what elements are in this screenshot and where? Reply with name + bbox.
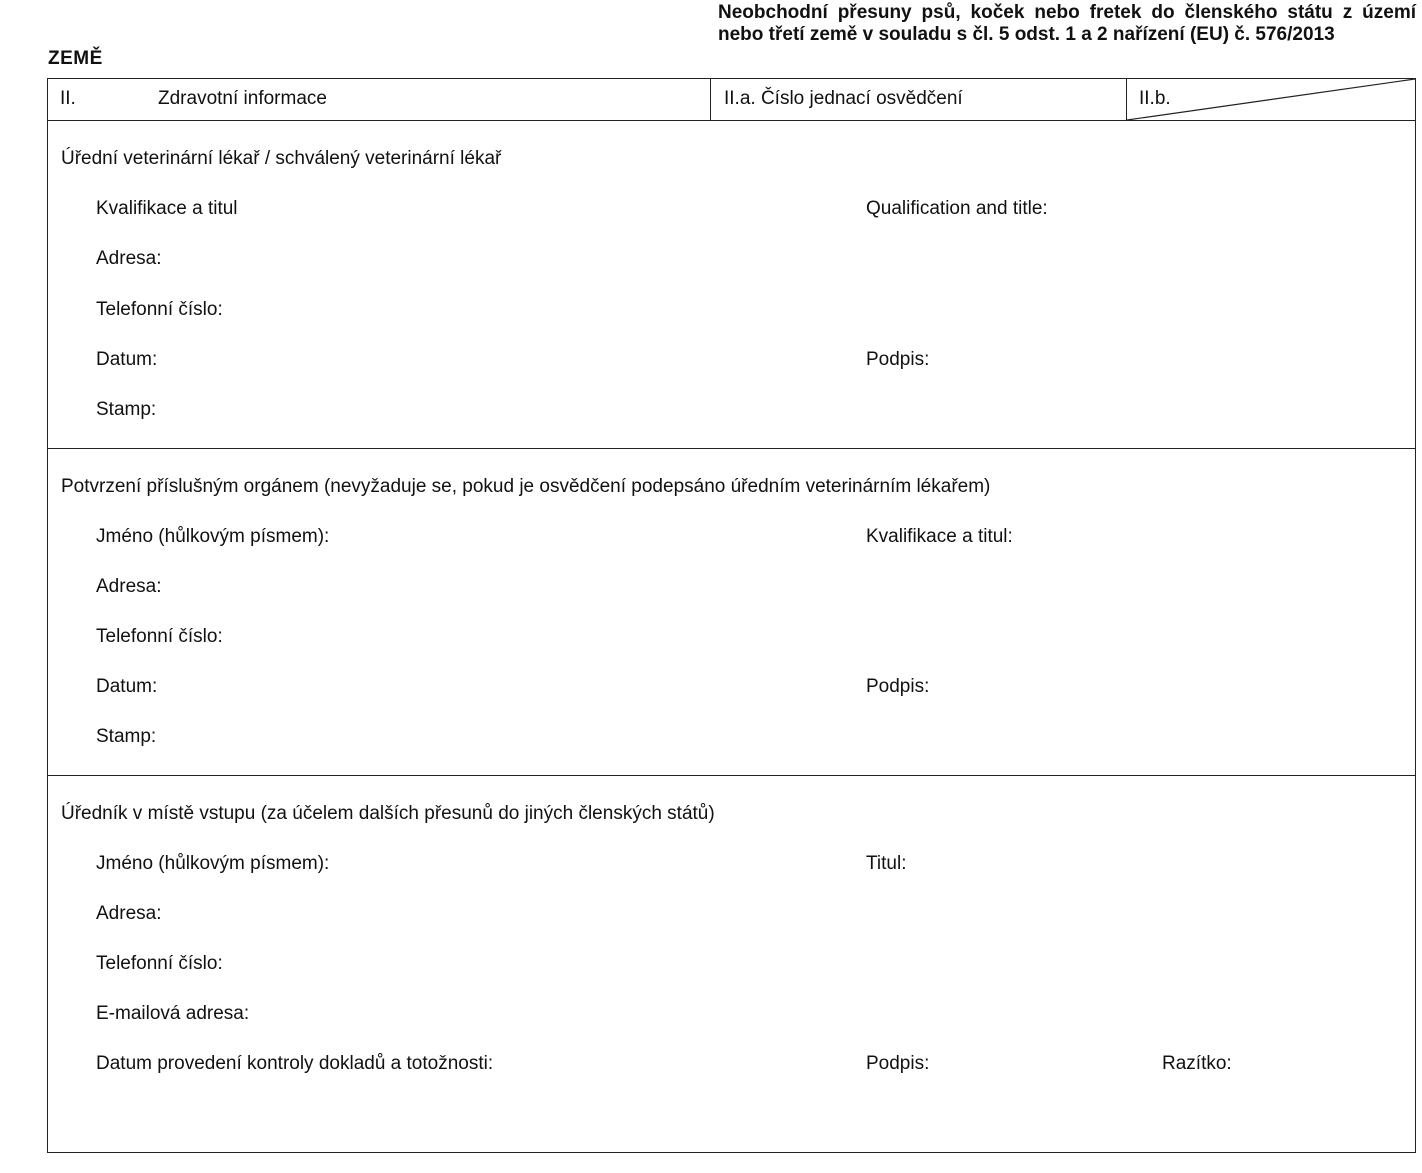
date-field[interactable]: Datum: [96, 349, 158, 370]
competent-authority-section [48, 448, 1415, 775]
stamp-field[interactable]: Razítko: [1162, 1053, 1232, 1074]
country-label: ZEMĚ [48, 48, 103, 69]
address-field[interactable]: Adresa: [96, 248, 162, 269]
qualification-en-field[interactable]: Qualification and title: [866, 198, 1048, 219]
entry-point-officer-section [48, 775, 1415, 1152]
header-divider [710, 79, 711, 120]
competent-authority-title: Potvrzení příslušným orgánem (nevyžaduje se, pokud je osvědčení podepsáno úředním veterinárním lékařem) [61, 476, 991, 497]
phone-field[interactable]: Telefonní číslo: [96, 953, 223, 974]
certificate-form [47, 78, 1416, 1153]
qualification-field[interactable]: Kvalifikace a titul [96, 198, 238, 219]
official-title-field[interactable]: Titul: [866, 853, 907, 874]
check-date-field[interactable]: Datum provedení kontroly dokladů a totožnosti: [96, 1053, 494, 1074]
phone-field[interactable]: Telefonní číslo: [96, 299, 223, 320]
signature-field[interactable]: Podpis: [866, 676, 930, 697]
signature-field[interactable]: Podpis: [866, 1053, 930, 1074]
stamp-field[interactable]: Stamp: [96, 726, 157, 747]
email-field[interactable]: E-mailová adresa: [96, 1003, 250, 1024]
signature-field[interactable]: Podpis: [866, 349, 930, 370]
document-title: Neobchodní přesuny psů, koček nebo fretek do členského státu z území nebo třetí země v souladu s čl. 5 odst. 1 a 2 nařízení (EU) č. 576/2013 [718, 2, 1416, 45]
entry-point-officer-title: Úředník v místě vstupu (za účelem dalších přesunů do jiných členských států) [61, 803, 715, 824]
official-vet-section [48, 120, 1415, 448]
phone-field[interactable]: Telefonní číslo: [96, 626, 223, 647]
reference-number-label: II.a. Číslo jednací osvědčení [724, 88, 963, 109]
official-vet-title: Úřední veterinární lékař / schválený veterinární lékař [61, 148, 502, 169]
section-number: II. [60, 88, 76, 109]
header-row [48, 79, 1415, 121]
name-field[interactable]: Jméno (hůlkovým písmem): [96, 853, 330, 874]
address-field[interactable]: Adresa: [96, 903, 162, 924]
stamp-field[interactable]: Stamp: [96, 399, 157, 420]
iib-label: II.b. [1139, 88, 1171, 109]
qualification-field[interactable]: Kvalifikace a titul: [866, 526, 1013, 547]
section-title: Zdravotní informace [158, 88, 327, 109]
diagonal-strike [1127, 79, 1415, 120]
date-field[interactable]: Datum: [96, 676, 158, 697]
name-field[interactable]: Jméno (hůlkovým písmem): [96, 526, 330, 547]
address-field[interactable]: Adresa: [96, 576, 162, 597]
